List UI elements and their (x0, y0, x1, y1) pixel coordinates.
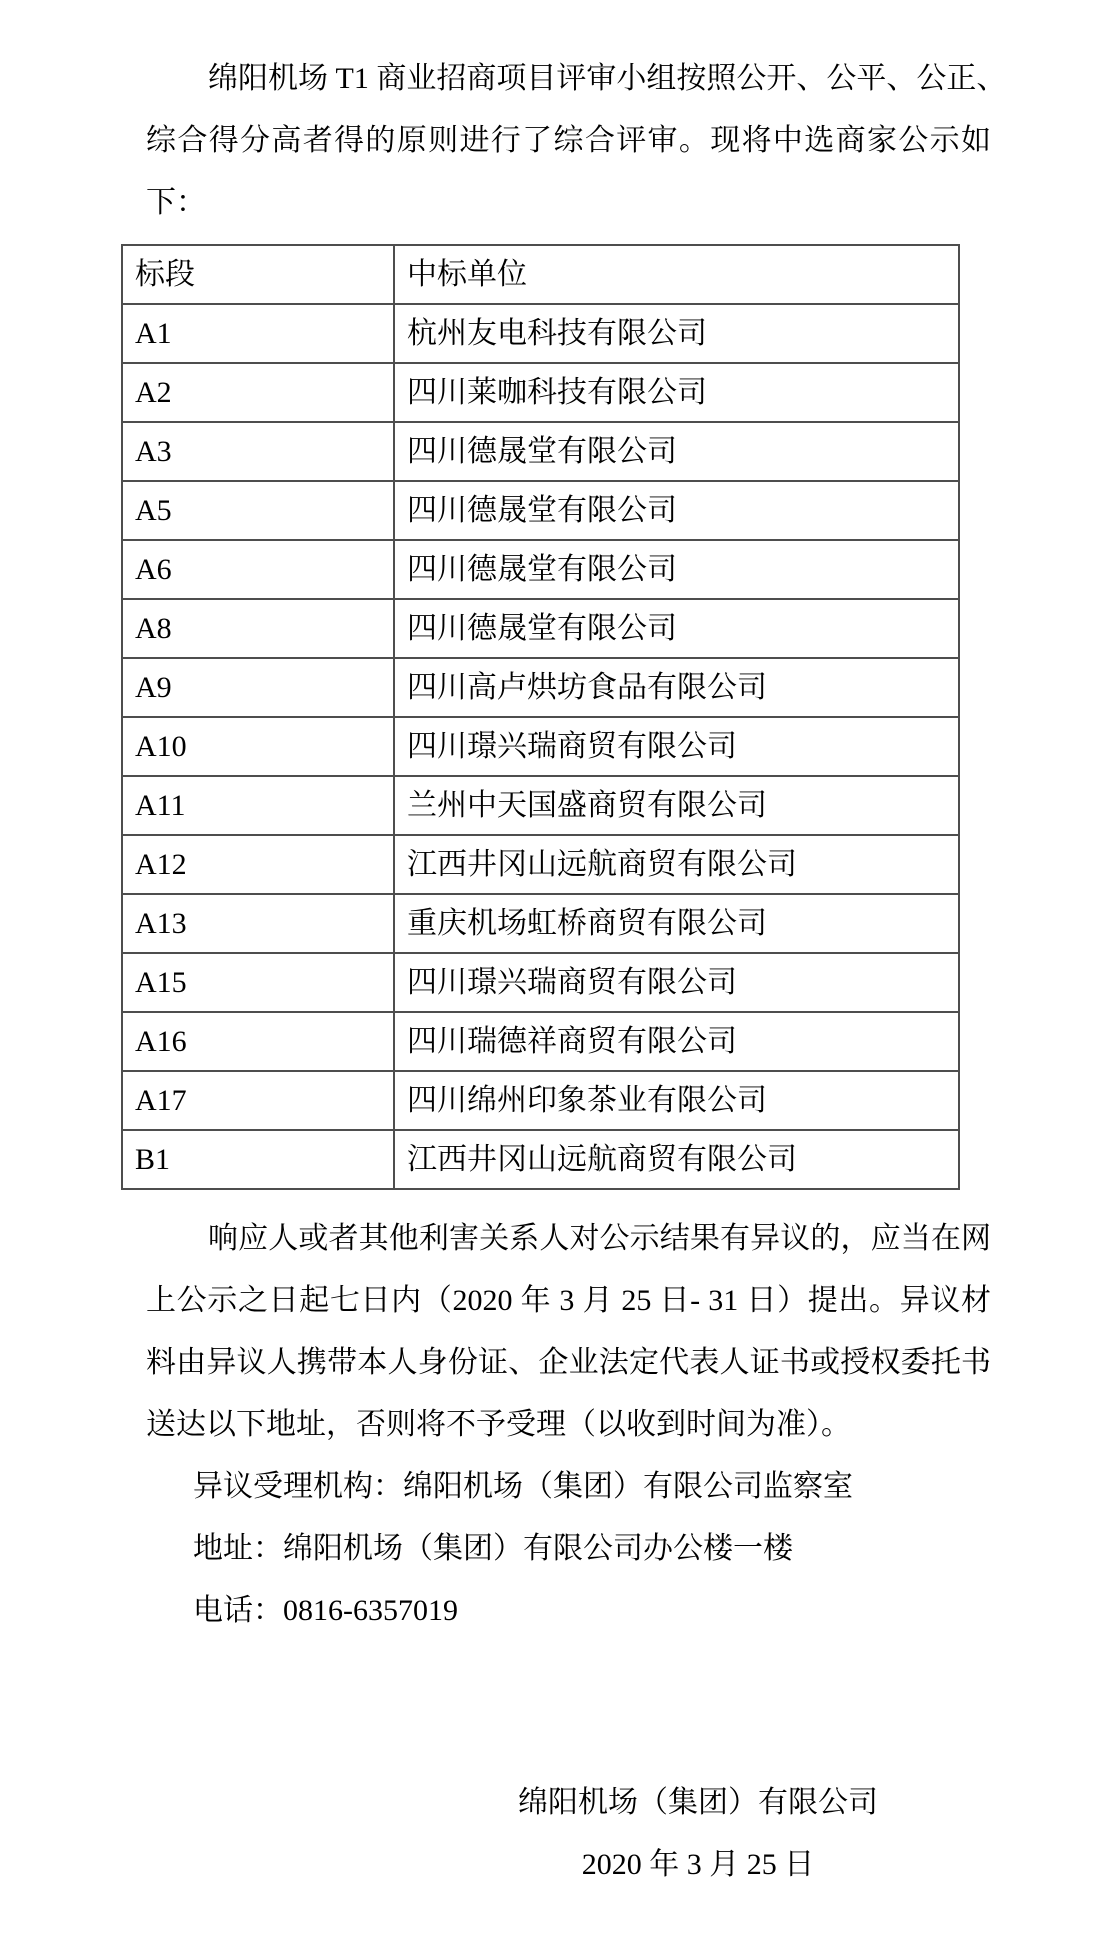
table-row (122, 1130, 959, 1189)
winner-cell: 四川高卢烘坊食品有限公司 (394, 658, 959, 717)
lot-cell: A15 (122, 953, 394, 1012)
header-cell-lot: 标段 (122, 245, 394, 304)
lot-cell: A12 (122, 835, 394, 894)
lot-cell: A9 (122, 658, 394, 717)
winner-cell: 四川瑞德祥商贸有限公司 (394, 1012, 959, 1071)
paragraph-line: 料由异议人携带本人身份证、企业法定代表人证书或授权委托书 (146, 1346, 991, 1379)
table-row (122, 894, 959, 953)
table-row (122, 304, 959, 363)
table-row (122, 717, 959, 776)
winning-bidders-table (121, 244, 960, 1190)
winner-cell: 四川德晟堂有限公司 (394, 422, 959, 481)
header-cell-winner: 中标单位 (394, 245, 959, 304)
lot-cell: A6 (122, 540, 394, 599)
winner-cell: 四川璟兴瑞商贸有限公司 (394, 717, 959, 776)
winner-cell: 四川莱咖科技有限公司 (394, 363, 959, 422)
winner-cell: 杭州友电科技有限公司 (394, 304, 959, 363)
paragraph-line: 综合得分高者得的原则进行了综合评审。现将中选商家公示如 (146, 124, 991, 157)
table-row (122, 363, 959, 422)
winner-cell: 四川璟兴瑞商贸有限公司 (394, 953, 959, 1012)
winner-cell: 四川德晟堂有限公司 (394, 599, 959, 658)
table-header-row (122, 245, 959, 304)
lot-cell: A5 (122, 481, 394, 540)
objection-agency-line: 异议受理机构：绵阳机场（集团）有限公司监察室 (193, 1470, 853, 1503)
objection-paragraph (146, 1208, 991, 1456)
lot-cell: A1 (122, 304, 394, 363)
table-row (122, 658, 959, 717)
document-body (135, 48, 1007, 1896)
paragraph-line: 送达以下地址，否则将不予受理（以收到时间为准）。 (146, 1408, 851, 1441)
lot-cell: A10 (122, 717, 394, 776)
lot-cell: A2 (122, 363, 394, 422)
lot-cell: A17 (122, 1071, 394, 1130)
phone-line: 电话：0816-6357019 (193, 1594, 458, 1627)
winner-cell: 江西井冈山远航商贸有限公司 (394, 1130, 959, 1189)
lot-cell: A11 (122, 776, 394, 835)
paragraph-line: 下： (146, 186, 206, 219)
lot-cell: B1 (122, 1130, 394, 1189)
signature-date: 2020 年 3 月 25 日 (581, 1848, 815, 1881)
lot-cell: A16 (122, 1012, 394, 1071)
table-row (122, 1012, 959, 1071)
table-row (122, 1071, 959, 1130)
table-row (122, 422, 959, 481)
winner-cell: 四川德晟堂有限公司 (394, 481, 959, 540)
lot-cell: A3 (122, 422, 394, 481)
winner-cell: 四川绵州印象茶业有限公司 (394, 1071, 959, 1130)
signature-company: 绵阳机场（集团）有限公司 (518, 1786, 878, 1819)
winner-cell: 重庆机场虹桥商贸有限公司 (394, 894, 959, 953)
table-row (122, 835, 959, 894)
paragraph-line: 上公示之日起七日内（2020 年 3 月 25 日- 31 日）提出。异议材 (146, 1284, 991, 1317)
table-row (122, 776, 959, 835)
paragraph-line: 绵阳机场 T1 商业招商项目评审小组按照公开、公平、公正、 (208, 62, 1007, 95)
winner-cell: 四川德晟堂有限公司 (394, 540, 959, 599)
table-row (122, 481, 959, 540)
contact-block (146, 1456, 991, 1642)
signature-block (518, 1772, 878, 1896)
winner-cell: 兰州中天国盛商贸有限公司 (394, 776, 959, 835)
intro-paragraph (146, 48, 1007, 234)
table-row (122, 953, 959, 1012)
lot-cell: A13 (122, 894, 394, 953)
address-line: 地址：绵阳机场（集团）有限公司办公楼一楼 (193, 1532, 793, 1565)
paragraph-line: 响应人或者其他利害关系人对公示结果有异议的，应当在网 (208, 1222, 991, 1255)
winner-cell: 江西井冈山远航商贸有限公司 (394, 835, 959, 894)
table-row (122, 540, 959, 599)
lot-cell: A8 (122, 599, 394, 658)
table-row (122, 599, 959, 658)
